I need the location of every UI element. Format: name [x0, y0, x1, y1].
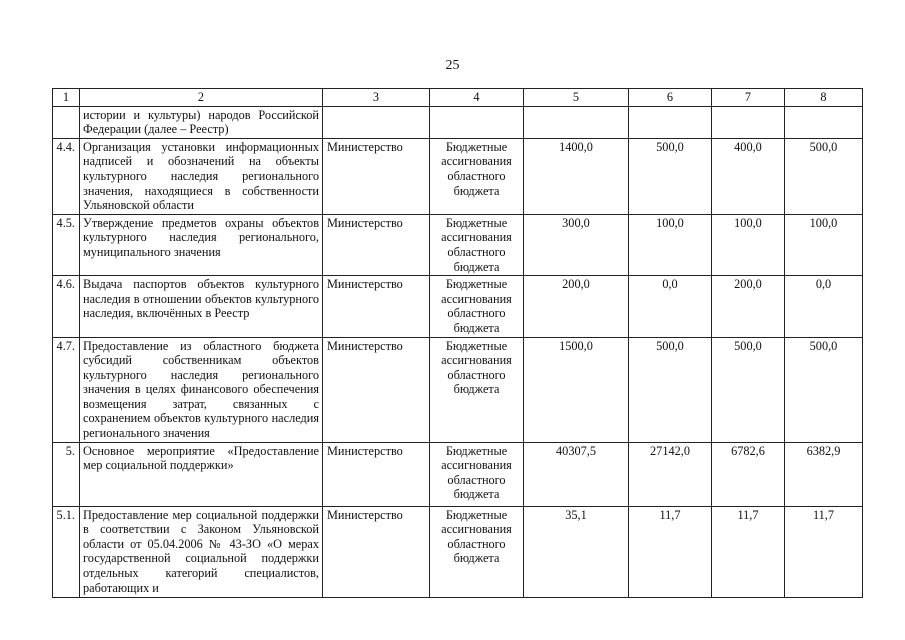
row-description: Предоставление из областного бюджета субсидий собственникам объектов культурного наследия регионального значения в целях финансового обеспечения возмещения затрат, связанных с сохранением объектов культурного наследия регионального значения — [80, 337, 323, 442]
row-value-col7: 11,7 — [712, 506, 785, 597]
row-value-col8: 100,0 — [785, 214, 863, 275]
header-cell: 4 — [430, 89, 524, 107]
row-value-col6: 11,7 — [629, 506, 712, 597]
row-source: Бюджетные ассигнования областного бюджета — [430, 276, 524, 337]
row-value-col6: 27142,0 — [629, 442, 712, 506]
table-row — [53, 506, 863, 597]
table-row — [53, 214, 863, 275]
row-source: Бюджетные ассигнования областного бюджета — [430, 506, 524, 597]
header-cell: 7 — [712, 89, 785, 107]
row-executor: Министерство — [323, 276, 430, 337]
row-value-col8: 0,0 — [785, 276, 863, 337]
row-value-col7: 6782,6 — [712, 442, 785, 506]
row-description: Основное мероприятие «Предоставление мер социальной поддержки» — [80, 442, 323, 506]
row-value-col5 — [524, 106, 629, 138]
row-description: Утверждение предметов охраны объектов культурного наследия регионального, муниципального значения — [80, 214, 323, 275]
row-description: Выдача паспортов объектов культурного наследия в отношении объектов культурного наследия, включённых в Реестр — [80, 276, 323, 337]
row-value-col5: 35,1 — [524, 506, 629, 597]
row-value-col8 — [785, 106, 863, 138]
row-value-col6: 100,0 — [629, 214, 712, 275]
row-value-col6 — [629, 106, 712, 138]
row-source: Бюджетные ассигнования областного бюджета — [430, 442, 524, 506]
row-executor: Министерство — [323, 442, 430, 506]
row-executor: Министерство — [323, 506, 430, 597]
row-value-col8: 500,0 — [785, 138, 863, 214]
row-description: истории и культуры) народов Российской Федерации (далее – Реестр) — [80, 106, 323, 138]
row-value-col5: 1500,0 — [524, 337, 629, 442]
row-value-col8: 6382,9 — [785, 442, 863, 506]
header-cell: 8 — [785, 89, 863, 107]
row-source: Бюджетные ассигнования областного бюджета — [430, 138, 524, 214]
page-number: 25 — [445, 58, 460, 73]
row-value-col5: 200,0 — [524, 276, 629, 337]
row-value-col6: 500,0 — [629, 337, 712, 442]
row-value-col7 — [712, 106, 785, 138]
row-description: Предоставление мер социальной поддержки в соответствии с Законом Ульяновской области от 05.04.2006 № 43-ЗО «О мерах государственной социальной поддержки отдельных категорий специалистов, работающих и — [80, 506, 323, 597]
row-source — [430, 106, 524, 138]
row-value-col5: 300,0 — [524, 214, 629, 275]
row-value-col6: 0,0 — [629, 276, 712, 337]
row-value-col5: 1400,0 — [524, 138, 629, 214]
row-source: Бюджетные ассигнования областного бюджета — [430, 214, 524, 275]
program-table — [52, 88, 863, 598]
header-cell: 6 — [629, 89, 712, 107]
row-value-col8: 500,0 — [785, 337, 863, 442]
row-value-col7: 100,0 — [712, 214, 785, 275]
header-cell: 1 — [53, 89, 80, 107]
table-row — [53, 276, 863, 337]
row-value-col8: 11,7 — [785, 506, 863, 597]
row-value-col7: 400,0 — [712, 138, 785, 214]
row-code: 5. — [53, 442, 80, 506]
row-code — [53, 106, 80, 138]
header-cell: 3 — [323, 89, 430, 107]
row-code: 4.4. — [53, 138, 80, 214]
table-row — [53, 106, 863, 138]
row-code: 4.5. — [53, 214, 80, 275]
header-cell: 2 — [80, 89, 323, 107]
row-value-col6: 500,0 — [629, 138, 712, 214]
row-source: Бюджетные ассигнования областного бюджета — [430, 337, 524, 442]
row-value-col7: 500,0 — [712, 337, 785, 442]
row-code: 4.7. — [53, 337, 80, 442]
table-row — [53, 138, 863, 214]
table-header-row — [53, 89, 863, 107]
row-executor: Министерство — [323, 138, 430, 214]
row-code: 4.6. — [53, 276, 80, 337]
row-executor — [323, 106, 430, 138]
table-row — [53, 442, 863, 506]
row-description: Организация установки информационных надписей и обозначений на объекты культурного наследия регионального значения, находящиеся в собственности Ульяновской области — [80, 138, 323, 214]
row-executor: Министерство — [323, 337, 430, 442]
table-row — [53, 337, 863, 442]
row-code: 5.1. — [53, 506, 80, 597]
header-cell: 5 — [524, 89, 629, 107]
row-value-col7: 200,0 — [712, 276, 785, 337]
row-executor: Министерство — [323, 214, 430, 275]
row-value-col5: 40307,5 — [524, 442, 629, 506]
